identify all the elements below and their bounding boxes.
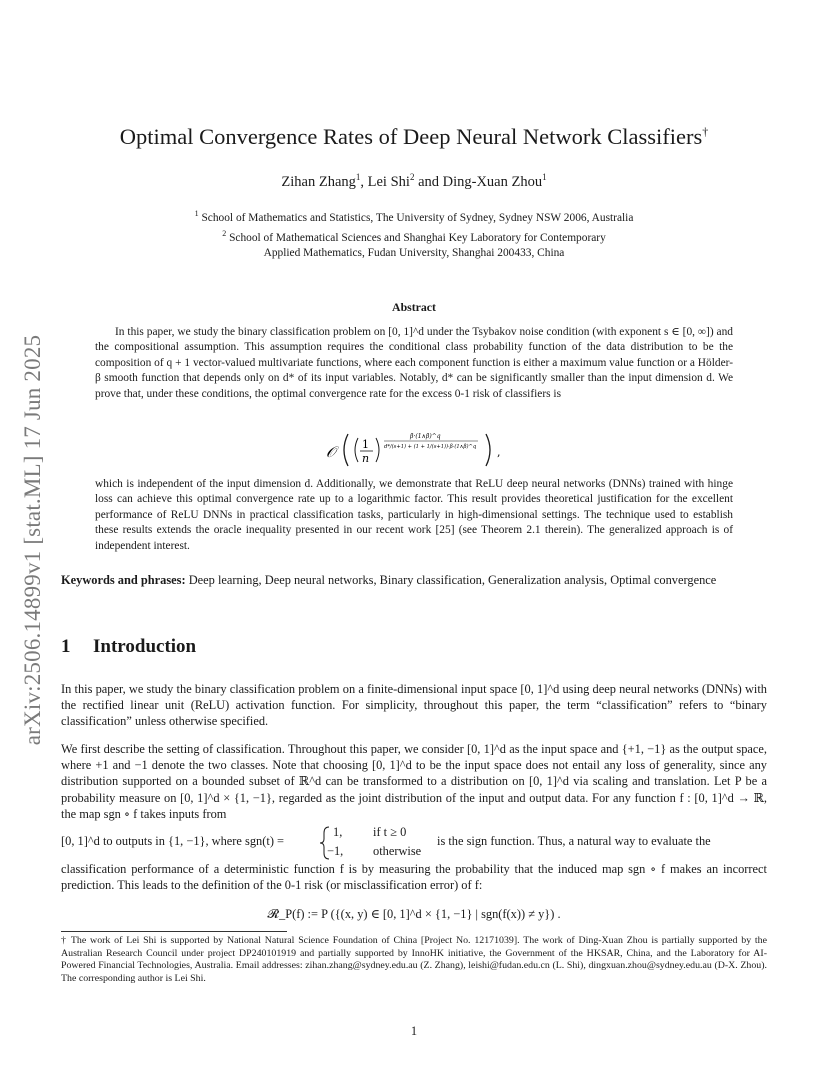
author-name: Zihan Zhang	[281, 173, 356, 190]
sign-text-post: is the sign function. Thus, a natural way to evaluate the	[437, 834, 711, 848]
intro-paragraph-3: classification performance of a deterministic function f is by measuring the probability that the induced map sgn ∘ f makes an incorrect prediction. This leads to the definition of the 0-1 risk (or misclassification error) of f:	[61, 862, 767, 893]
title-footnote-mark: †	[702, 124, 709, 139]
intro-paragraph-2: We first describe the setting of classification. Throughout this paper, we consider [0, 1]^d as the input space and {+1, −1} as the output space, where +1 and −1 denote the two classes. Note that choosing [0, 1]^d to be the input space does not entail any loss of generality, since any distribution supported on a bounded subset of ℝ^d can be transformed to a distribution on [0, 1]^d via scaling and translation. Let P be a probability measure on [0, 1]^d × {1, −1}, regarded as the joint distribution of the input and output data. For any function f : [0, 1]^d → ℝ, the map sgn ∘ f takes inputs from	[61, 742, 767, 821]
exponent-numerator: β·(1∧β)^q	[410, 433, 441, 440]
risk-definition-formula: 𝓡_P(f) := P ({(x, y) ∈ [0, 1]^d × {1, −1} | sgn(f(x)) ≠ y}) .	[267, 907, 561, 921]
footnote: † The work of Lei Shi is supported by National Natural Science Foundation of China [Project No. 12171039]. The work of Ding-Xuan Zhou is partially supported by the Australian Research Council under project DP240101919 and partially supported by InnoHK initiative, the Government of the HKSAR, China, and the Laboratory for AI-Powered Financial Technologies, Australia. Email addresses: zihan.zhang@sydney.edu.au (Z. Zhang), leishi@fudan.edu.cn (L. Shi), dingxuan.zhou@sydney.edu.au (D-X. Zhou). The corresponding author is Lei Shi.	[61, 935, 767, 984]
sign-case-1-value: 1,	[333, 825, 343, 839]
footnote-rule	[61, 931, 287, 932]
convergence-rate-formula	[300, 428, 520, 472]
exponent-denominator: d*/(s+1) + (1 + 1/(s+1))·β·(1∧β)^q	[384, 444, 477, 450]
arxiv-sidebar-stamp	[8, 290, 58, 790]
sign-function-line	[61, 823, 767, 863]
author-name: Ding-Xuan Zhou	[442, 173, 543, 190]
author-list: Zihan Zhang$^1$, Lei Shi$^2$ and Ding-Xuan Zhou$^1$	[281, 172, 547, 190]
sign-text-pre: [0, 1]^d to outputs in {1, −1}, where sgn(t) =	[61, 834, 285, 848]
keywords-text: Deep learning, Deep neural networks, Binary classification, Generalization analysis, Optimal convergence	[188, 573, 717, 587]
keywords-label: Keywords and phrases:	[61, 573, 186, 587]
sign-case-1-condition: if t ≥ 0	[373, 825, 407, 839]
affiliation-2-cont: Applied Mathematics, Fudan University, Shanghai 200433, China	[263, 247, 565, 260]
intro-paragraph-1: In this paper, we study the binary classification problem on a finite-dimensional input space [0, 1]^d using deep neural networks (DNNs) with the rectified linear unit (ReLU) activation function. For simplicity, throughout this paper, the term “classification” refers to “binary classification” unless otherwise specified.	[61, 682, 767, 729]
keywords	[61, 572, 767, 588]
abstract-paragraph-2: which is independent of the input dimension d. Additionally, we demonstrate that ReLU deep neural networks (DNNs) trained with hinge loss can achieve this optimal convergence rate up to a logarithmic factor. This result provides theoretical justification for the excellent performance of ReLU DNNs in practical classification tasks, particularly in high-dimensional settings. The technique used to establish these results extends the oracle inequality presented in our recent work [25] (see Theorem 2.1 therein). The generalized approach is of independent interest.	[95, 478, 733, 552]
affiliations	[60, 206, 768, 261]
section-number: 1	[61, 636, 71, 657]
fraction-numerator: 1	[362, 438, 369, 451]
arxiv-id: arXiv:2506.14899v1 [stat.ML] 17 Jun 2025	[20, 334, 45, 746]
fraction-denominator: n	[362, 452, 370, 465]
author-name: Lei Shi	[367, 173, 410, 190]
paper-title: Optimal Convergence Rates of Deep Neural Network Classifiers†	[119, 124, 709, 149]
affiliation-1: $^1$ School of Mathematics and Statistics, The University of Sydney, Sydney NSW 2006, Australia	[194, 209, 634, 224]
section-heading	[61, 636, 196, 658]
section-title: Introduction	[93, 636, 197, 657]
sign-case-2-condition: otherwise	[373, 844, 422, 858]
formula-comma: ,	[497, 446, 501, 459]
big-o-symbol: 𝒪	[326, 443, 336, 461]
abstract-heading: Abstract	[392, 300, 436, 314]
affiliation-2: $^2$ School of Mathematical Sciences and Shanghai Key Laboratory for Contemporary	[222, 229, 606, 244]
abstract-paragraph-1: In this paper, we study the binary classification problem on [0, 1]^d under the Tsybakov noise condition (with exponent s ∈ [0, ∞]) and the compositional assumption. This assumption requires the conditional class probability function of the data distribution to be the composition of q + 1 vector-valued multivariate functions, where each component function is either a maximum value function or a Hölder-β smooth function that depends only on d* of its input variables. Notably, d* can be significantly smaller than the input dimension d. We prove that, under these conditions, the optimal convergence rate for the excess 0-1 risk of classifiers is	[95, 326, 733, 400]
page-number: 1	[410, 1024, 418, 1038]
sign-case-2-value: −1,	[327, 844, 344, 858]
